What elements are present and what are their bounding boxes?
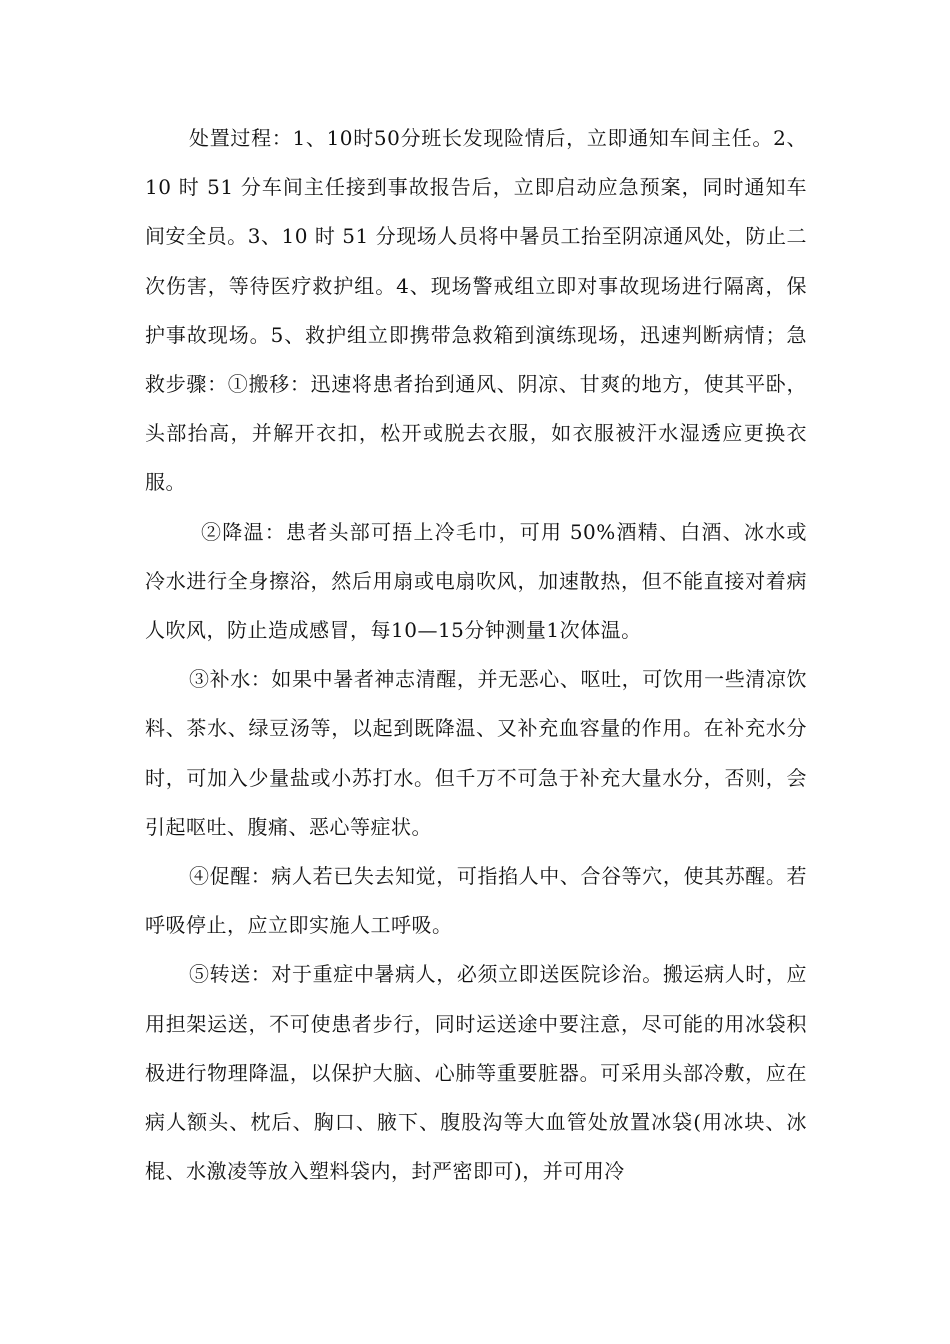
- paragraph-revival: ④促醒：病人若已失去知觉，可指掐人中、合谷等穴，使其苏醒。若呼吸停止，应立即实施人工呼吸。: [145, 864, 807, 938]
- document-body: [145, 114, 807, 1196]
- paragraph-transfer: ⑤转送：对于重症中暑病人，必须立即送医院诊治。搬运病人时，应用担架运送，不可使患者步行，同时运送途中要注意，尽可能的用冰袋积极进行物理降温，以保护大脑、心肺等重要脏器。可采用头部冷敷，应在病人额头、枕后、胸口、腋下、腹股沟等大血管处放置冰袋(用冰块、冰棍、水激凌等放入塑料袋内，封严密即可)，并可用冷: [145, 962, 807, 1184]
- paragraph-cooling: ②降温：患者头部可捂上冷毛巾，可用 50%酒精、白酒、冰水或冷水进行全身擦浴，然后用扇或电扇吹风，加速散热，但不能直接对着病人吹风，防止造成感冒，每10—15分钟测量1次体温。: [145, 519, 807, 643]
- paragraph-procedure: 处置过程：1、10时50分班长发现险情后，立即通知车间主任。2、10 时 51 分车间主任接到事故报告后，立即启动应急预案，同时通知车间安全员。3、10 时 51 分现场人员将中暑员工抬至阴凉通风处，防止二次伤害，等待医疗救护组。4、现场警戒组立即对事故现场进行隔离，保护事故现场。5、救护组立即携带急救箱到演练现场，迅速判断病情；急救步骤：①搬移：迅速将患者抬到通风、阴凉、甘爽的地方，使其平卧，头部抬高，并解开衣扣，松开或脱去衣服，如衣服被汗水湿透应更换衣服。: [145, 126, 807, 495]
- paragraph-rehydration: ③补水：如果中暑者神志清醒，并无恶心、呕吐，可饮用一些清凉饮料、茶水、绿豆汤等，以起到既降温、又补充血容量的作用。在补充水分时，可加入少量盐或小苏打水。但千万不可急于补充大量水分，否则，会引起呕吐、腹痛、恶心等症状。: [145, 667, 807, 839]
